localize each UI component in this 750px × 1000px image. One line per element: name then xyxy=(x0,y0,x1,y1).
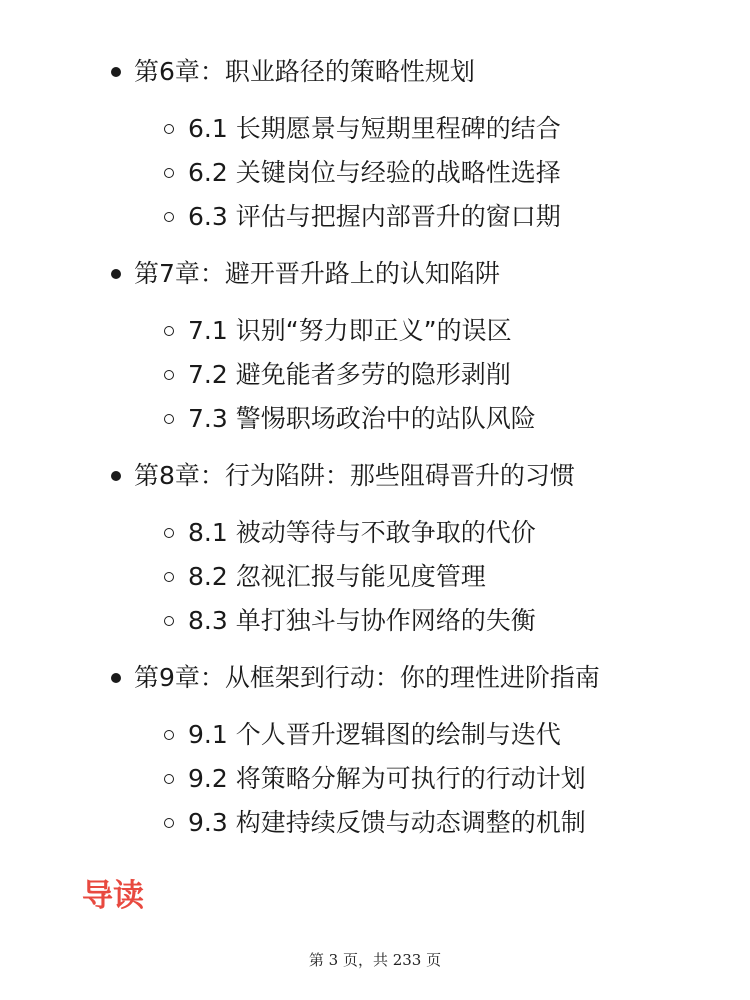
toc-chapter-8 xyxy=(134,460,575,492)
section-title: 7.1 识别“努力即正义”的误区 xyxy=(188,316,512,345)
toc-chapter-9 xyxy=(134,662,600,694)
bullet-icon xyxy=(111,269,121,279)
page-footer: 第 3 页，共 233 页 xyxy=(308,951,442,969)
section-title: 9.2 将策略分解为可执行的行动计划 xyxy=(188,764,586,793)
section-title: 9.3 构建持续反馈与动态调整的机制 xyxy=(188,808,586,837)
chapter-title: 第8章：行为陷阱：那些阻碍晋升的习惯 xyxy=(134,461,575,490)
section-title: 9.1 个人晋升逻辑图的绘制与迭代 xyxy=(188,720,561,749)
bullet-icon xyxy=(111,471,121,481)
toc-section-8-1 xyxy=(188,517,536,549)
toc-section-6-3 xyxy=(188,201,561,233)
toc-section-7-3 xyxy=(188,403,536,435)
section-title: 8.2 忽视汇报与能见度管理 xyxy=(188,562,486,591)
bullet-icon xyxy=(111,67,121,77)
hollow-bullet-icon xyxy=(164,774,174,784)
toc-section-7-1 xyxy=(188,315,512,347)
toc-section-8-2 xyxy=(188,561,486,593)
section-title: 8.1 被动等待与不敢争取的代价 xyxy=(188,518,536,547)
hollow-bullet-icon xyxy=(164,212,174,222)
section-title: 6.2 关键岗位与经验的战略性选择 xyxy=(188,158,561,187)
section-title: 8.3 单打独斗与协作网络的失衡 xyxy=(188,606,536,635)
hollow-bullet-icon xyxy=(164,572,174,582)
chapter-title: 第9章：从框架到行动：你的理性进阶指南 xyxy=(134,663,600,692)
toc-section-6-2 xyxy=(188,157,561,189)
toc-section-6-1 xyxy=(188,113,561,145)
hollow-bullet-icon xyxy=(164,528,174,538)
section-title: 7.2 避免能者多劳的隐形剥削 xyxy=(188,360,511,389)
toc-section-7-2 xyxy=(188,359,511,391)
chapter-title: 第6章：职业路径的策略性规划 xyxy=(134,57,475,86)
toc-section-9-1 xyxy=(188,719,561,751)
toc-section-9-3 xyxy=(188,807,586,839)
hollow-bullet-icon xyxy=(164,370,174,380)
hollow-bullet-icon xyxy=(164,168,174,178)
toc-chapter-7 xyxy=(134,258,500,290)
hollow-bullet-icon xyxy=(164,326,174,336)
section-title: 6.3 评估与把握内部晋升的窗口期 xyxy=(188,202,561,231)
hollow-bullet-icon xyxy=(164,124,174,134)
section-title: 7.3 警惕职场政治中的站队风险 xyxy=(188,404,536,433)
hollow-bullet-icon xyxy=(164,730,174,740)
chapter-title: 第7章：避开晋升路上的认知陷阱 xyxy=(134,259,500,288)
bullet-icon xyxy=(111,673,121,683)
toc-chapter-6 xyxy=(134,56,475,88)
section-title: 6.1 长期愿景与短期里程碑的结合 xyxy=(188,114,561,143)
hollow-bullet-icon xyxy=(164,616,174,626)
hollow-bullet-icon xyxy=(164,414,174,424)
toc-section-9-2 xyxy=(188,763,586,795)
section-heading: 导读 xyxy=(82,878,144,914)
toc-section-8-3 xyxy=(188,605,536,637)
hollow-bullet-icon xyxy=(164,818,174,828)
